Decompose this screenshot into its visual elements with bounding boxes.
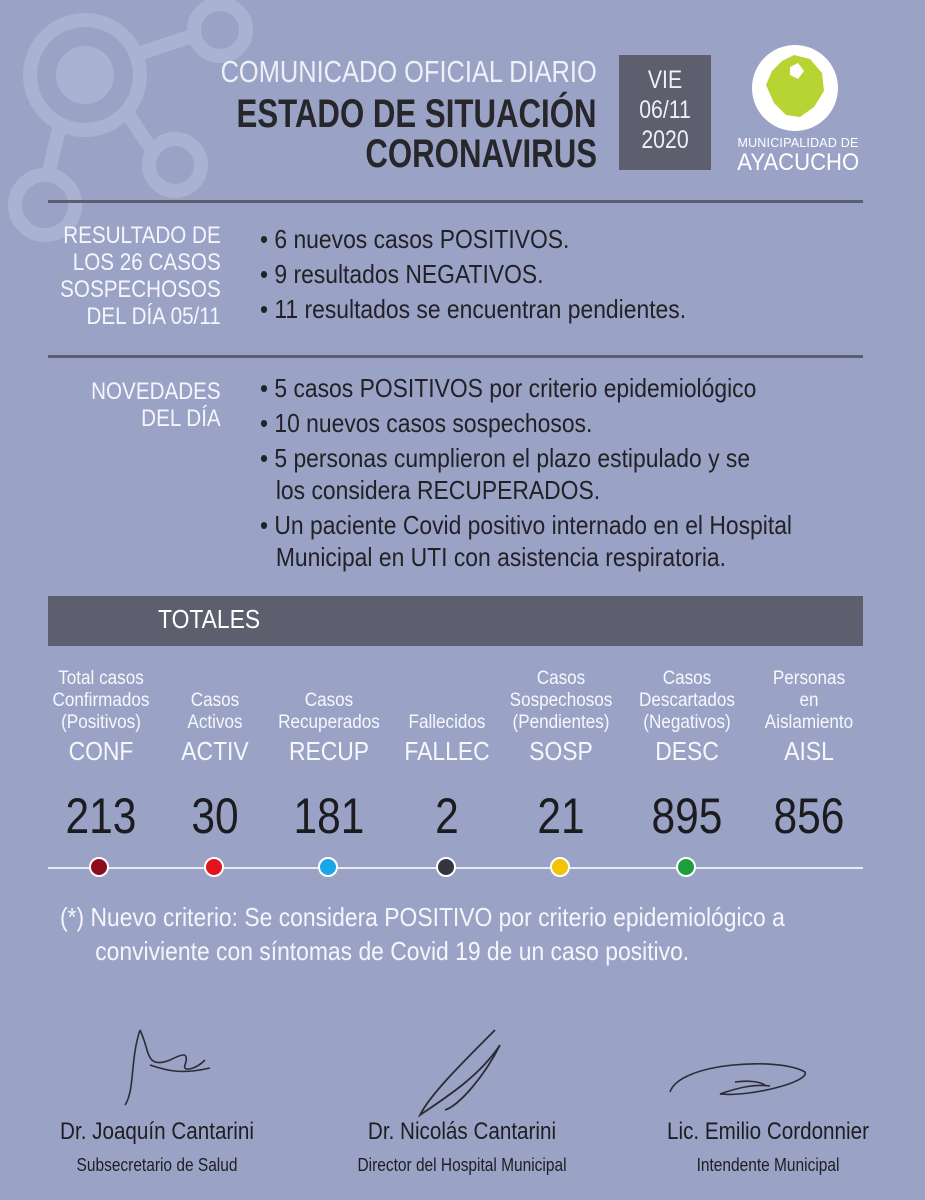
stat-description: Personas en Aislamiento <box>764 668 854 733</box>
stat-description: Casos Recuperados <box>278 690 380 733</box>
map-shape-icon <box>752 45 838 131</box>
stat-active <box>151 664 279 845</box>
totales-title: TOTALES <box>158 604 261 634</box>
stat-code: SOSP <box>529 736 593 766</box>
status-dot-yellow <box>550 857 570 877</box>
stat-confirmed <box>37 664 165 845</box>
status-dot-blue <box>318 857 338 877</box>
signatory-role: Director del Hospital Municipal <box>357 1155 567 1175</box>
list-item: • 11 resultados se encuentran pendientes. <box>260 294 687 324</box>
list-item: • 5 personas cumplieron el plazo estipulado y se los considera RECUPERADOS. <box>260 443 751 505</box>
municipality-logo <box>734 42 874 182</box>
stat-description: Fallecidos <box>408 712 486 733</box>
stat-code: ACTIV <box>181 736 249 766</box>
stat-code: CONF <box>68 736 134 766</box>
status-dot-red <box>204 857 224 877</box>
signatory-role: Subsecretario de Salud <box>76 1155 238 1175</box>
signatory-name: Lic. Emilio Cordonnier <box>667 1118 869 1145</box>
stat-deceased <box>383 664 511 845</box>
section-results-list <box>260 223 925 328</box>
list-item: • Un paciente Covid positivo internado en el Hospital Municipal en UTI con asistencia respiratoria. <box>260 510 793 572</box>
stat-value: 895 <box>651 788 723 844</box>
stat-isolated <box>745 664 873 845</box>
section-results-label: RESULTADO DE LOS 26 CASOS SOSPECHOSOS DEL DÍA 05/11 <box>60 222 221 330</box>
date-day: VIE <box>647 66 683 94</box>
stat-value: 181 <box>293 788 365 844</box>
section-news-label: NOVEDADES DEL DÍA <box>91 378 221 432</box>
footnote-line2: conviviente con síntomas de Covid 19 de un caso positivo. <box>95 936 690 966</box>
date-daymonth: 06/11 <box>639 96 691 124</box>
stat-value: 30 <box>191 788 239 844</box>
list-item: • 9 resultados NEGATIVOS. <box>260 259 544 289</box>
stat-discarded <box>623 664 751 845</box>
divider <box>48 355 863 358</box>
section-news-list <box>260 372 925 576</box>
stat-value: 856 <box>773 788 845 844</box>
header-subtitle: COMUNICADO OFICIAL DIARIO <box>220 54 597 89</box>
status-dot-black <box>436 857 456 877</box>
list-item: • 10 nuevos casos sospechosos. <box>260 408 593 438</box>
stat-code: AISL <box>784 736 834 766</box>
status-dot-dark-red <box>89 857 109 877</box>
stat-description: Total casos Confirmados (Positivos) <box>52 668 150 733</box>
signatory-name: Dr. Nicolás Cantarini <box>367 1118 557 1145</box>
status-dot-green <box>676 857 696 877</box>
logo-text-large: AYACUCHO <box>737 149 860 176</box>
header-title-line1: ESTADO DE SITUACIÓN <box>237 92 597 136</box>
date-badge <box>619 55 711 170</box>
stat-suspected <box>497 664 625 845</box>
stat-description: Casos Descartados (Negativos) <box>638 668 735 733</box>
totales-header <box>48 596 863 646</box>
stat-code: FALLEC <box>404 736 490 766</box>
stat-code: DESC <box>655 736 719 766</box>
stat-recovered <box>265 664 393 845</box>
date-year: 2020 <box>641 126 689 154</box>
stat-value: 213 <box>65 788 137 844</box>
signature-3-image <box>660 1052 820 1112</box>
stat-code: RECUP <box>288 736 370 766</box>
signature-2-image <box>400 1025 520 1120</box>
signatory-name: Dr. Joaquín Cantarini <box>60 1118 254 1145</box>
signature-1-image <box>110 1020 220 1110</box>
list-item: • 6 nuevos casos POSITIVOS. <box>260 224 570 254</box>
stat-value: 21 <box>537 788 585 844</box>
signatory-role: Intendente Municipal <box>696 1155 840 1175</box>
footnote <box>60 900 808 968</box>
stat-description: Casos Sospechosos (Pendientes) <box>509 668 613 733</box>
header-title-line2: CORONAVIRUS <box>365 132 597 176</box>
list-item: • 5 casos POSITIVOS por criterio epidemiológico <box>260 373 757 403</box>
logo-badge <box>752 45 838 131</box>
stat-value: 2 <box>435 788 459 844</box>
footnote-line1: (*) Nuevo criterio: Se considera POSITIVO por criterio epidemiológico a <box>60 902 785 932</box>
divider <box>48 200 863 203</box>
stat-description: Casos Activos <box>187 690 243 733</box>
logo-text-small: MUNICIPALIDAD DE <box>737 136 859 150</box>
